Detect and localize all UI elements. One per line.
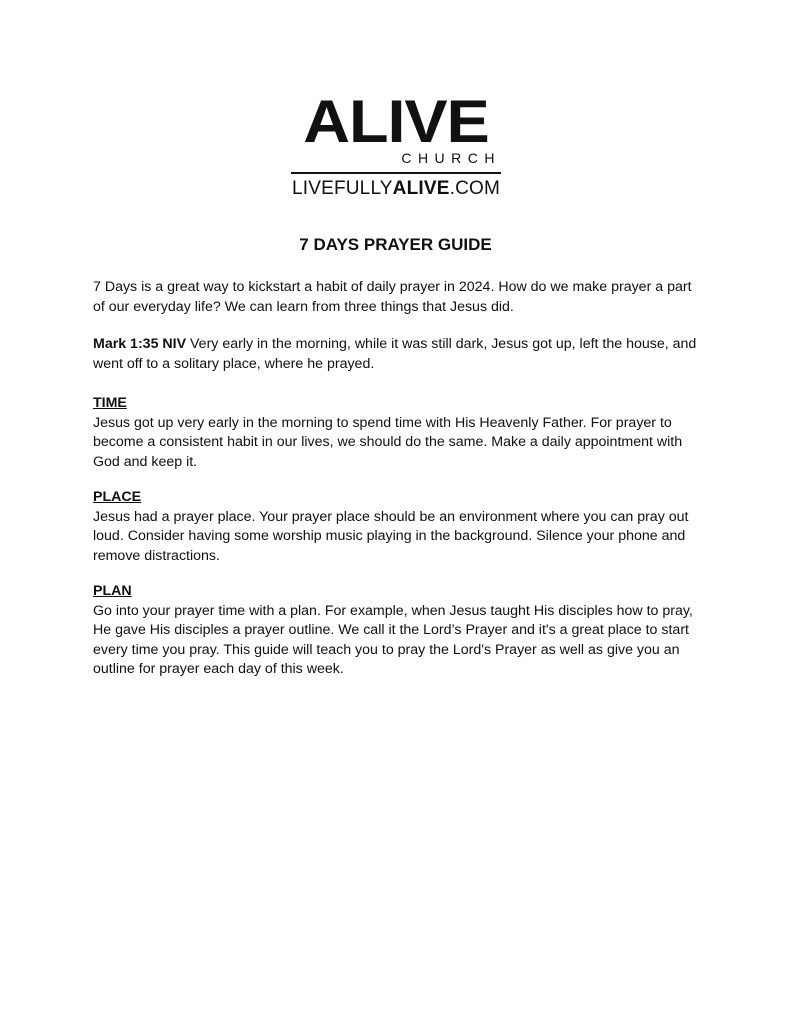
- section-heading-time: TIME: [93, 395, 127, 411]
- section-body-place: Jesus had a prayer place. Your prayer place should be an environment where you can pray out loud. Consider having some worship music playing in the background. Silence your phone and remove distractions.: [93, 508, 689, 564]
- logo-url-part-1: LIVEFULLY: [291, 178, 393, 199]
- logo-website: [291, 178, 501, 200]
- logo-subtitle: CHURCH: [401, 150, 501, 166]
- section-heading-place: PLACE: [93, 489, 142, 505]
- intro-paragraph: 7 Days is a great way to kickstart a habit of daily prayer in 2024. How do we make prayer a part of our everyday life? We can learn from three things that Jesus did.: [93, 279, 692, 315]
- document-body: [93, 278, 703, 696]
- logo-wordmark: ALIVE: [303, 88, 489, 155]
- section-heading-plan: PLAN: [93, 583, 132, 599]
- church-logo: [291, 88, 501, 204]
- verse-reference: Mark 1:35 NIV: [93, 336, 187, 352]
- logo-url-part-2: .COM: [449, 178, 501, 199]
- logo-divider: [291, 172, 501, 174]
- section-body-plan: Go into your prayer time with a plan. For example, when Jesus taught His disciples how to pray, He gave His disciples a prayer outline. We call it the Lord’s Prayer and it's a great place to start every time you pray. This guide will teach you to pray the Lord's Prayer as well as give you an outline for prayer each day of this week.: [93, 602, 693, 677]
- verse-paragraph: [93, 335, 703, 374]
- document-title: 7 DAYS PRAYER GUIDE: [299, 235, 492, 254]
- verse-text: Very early in the morning, while it was still dark, Jesus got up, left the house, and went off to a solitary place, where he prayed.: [93, 336, 697, 372]
- section-body-time: Jesus got up very early in the morning to spend time with His Heavenly Father. For prayer to become a consistent habit in our lives, we should do the same. Make a daily appointment with God and keep it.: [93, 414, 683, 470]
- logo-url-bold: ALIVE: [392, 178, 450, 199]
